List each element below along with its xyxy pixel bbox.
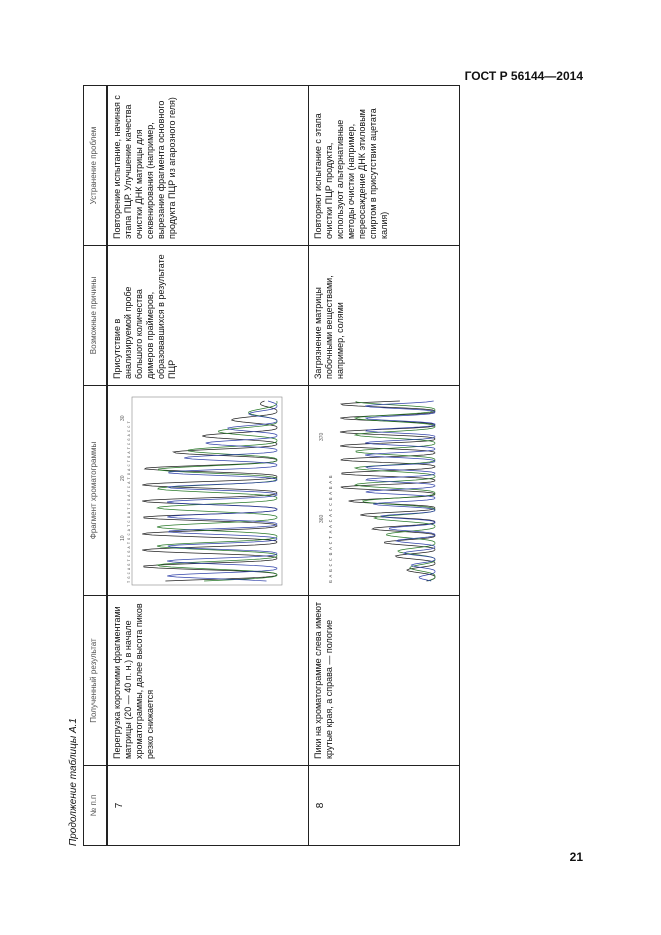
- row-number: 7: [107, 766, 309, 846]
- chromatogram-trace: [340, 401, 435, 581]
- chromatogram-fragment-7: [112, 391, 292, 591]
- row-number: 8: [309, 766, 460, 846]
- chrom-tick: 30: [120, 415, 126, 421]
- row-fix: Повторение испытание, начиная с этапа ПЦР. Улучшение качества очистки ДНК матрицы для секвенирования (например, вырезание фрагмента основного продукта ПЦР из агарозного геля): [107, 86, 309, 246]
- chrom-bases: T G C A G T C G A T G C A T C G A T C G A T C A T G A C T G A T C G A C C T: [128, 421, 132, 583]
- chromatogram-cell: [107, 386, 309, 596]
- row-fix: Повторяют испытание с этапа очистки ПЦР продукта, используют альтернативные методы очистки (например, переосаждение ДНК этиловым спиртом в присутствии ацетата калия): [309, 86, 460, 246]
- col-header-chromatogram: Фрагмент хроматограммы: [84, 386, 108, 596]
- chrom-tick: 10: [120, 535, 126, 541]
- chrom-tick: 360: [319, 514, 325, 523]
- table-row: [107, 86, 309, 846]
- chromatogram-traces: [142, 401, 277, 581]
- standard-designation: ГОСТ Р 56144—2014: [464, 69, 583, 83]
- col-header-result: Полученный результат: [84, 596, 108, 766]
- chrom-bases: G A G C C G A C T A A C A C C G A G A G: [329, 475, 334, 583]
- table-caption: Продолжение таблицы А.1: [68, 718, 79, 846]
- troubleshooting-table: [83, 85, 460, 846]
- table-row: [309, 86, 460, 846]
- chrom-tick: 20: [120, 475, 126, 481]
- row-causes: Присутствие в анализируемой пробе большого количества димеров праймеров, образовавшихся в результате ПЦР: [107, 246, 309, 386]
- rotated-table-block: [68, 86, 453, 846]
- chromatogram-cell: [309, 386, 460, 596]
- table-header-row: [84, 86, 108, 846]
- chromatogram-fragment-8: [313, 391, 443, 591]
- page-number: 21: [569, 850, 583, 864]
- chromatogram-traces: [340, 401, 435, 581]
- chromatogram-trace: [142, 401, 277, 581]
- row-causes: Загрязнение матрицы побочными веществами, например, солями: [309, 246, 460, 386]
- col-header-causes: Возможные причины: [84, 246, 108, 386]
- col-header-fix: Устранение проблем: [84, 86, 108, 246]
- col-header-number: № п.п: [84, 766, 108, 846]
- chrom-tick: 370: [319, 432, 325, 441]
- row-result: Перегрузка короткими фрагментами матрицы (20 — 40 п. н.) в начале хроматограммы, далее высота пиков резко снижается: [107, 596, 309, 766]
- row-result: Пики на хроматограмме слева имеют крутые края, а справа — пологие: [309, 596, 460, 766]
